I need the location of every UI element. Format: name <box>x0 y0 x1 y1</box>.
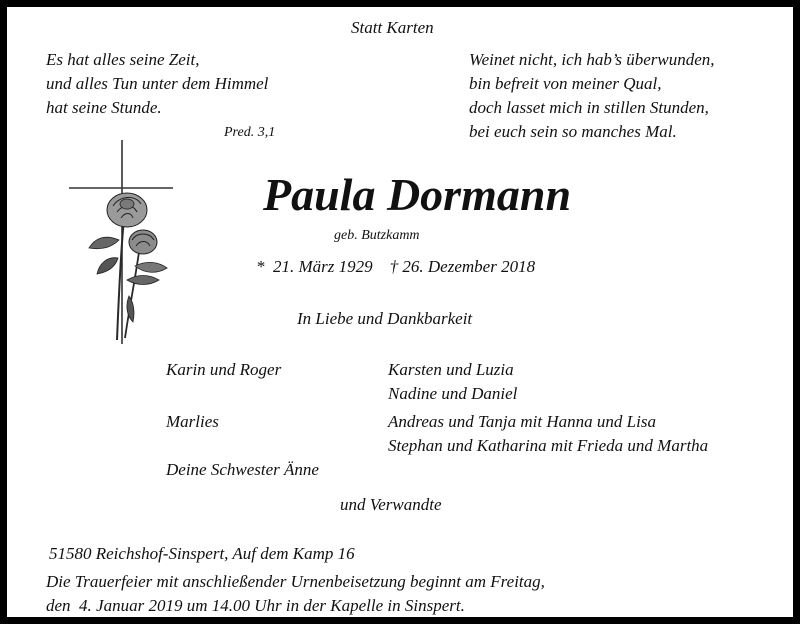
mourner-left: Marlies <box>166 412 219 431</box>
mourner-right: Nadine und Daniel <box>388 384 518 403</box>
header-statt-karten: Statt Karten <box>351 18 434 37</box>
mourner-left: Karin und Roger <box>166 360 282 379</box>
life-dates: * 21. März 1929 † 26. Dezember 2018 <box>256 257 536 276</box>
birth-name: geb. Butzkamm <box>334 228 420 243</box>
ceremony-line: Die Trauerfeier mit anschließender Urnenbeisetzung beginnt am Freitag, <box>46 572 545 591</box>
verse-left-line: hat seine Stunde. <box>46 98 162 117</box>
verse-left-line: und alles Tun unter dem Himmel <box>46 74 269 93</box>
mourner-right: Andreas und Tanja mit Hanna und Lisa <box>388 412 656 431</box>
ceremony-line: den 4. Januar 2019 um 14.00 Uhr in der Kapelle in Sinspert. <box>46 596 465 615</box>
mourner-right: Karsten und Luzia <box>388 360 514 379</box>
verse-right-line: bei euch sein so manches Mal. <box>469 122 677 141</box>
verse-right-line: Weinet nicht, ich hab’s überwunden, <box>469 50 715 69</box>
verse-reference: Pred. 3,1 <box>224 125 276 140</box>
verse-left-line: Es hat alles seine Zeit, <box>46 50 200 69</box>
deceased-name: Paula Dormann <box>263 169 572 220</box>
address: 51580 Reichshof-Sinspert, Auf dem Kamp 16 <box>49 544 355 563</box>
dedication: In Liebe und Dankbarkeit <box>297 309 473 328</box>
relatives: und Verwandte <box>340 495 442 514</box>
verse-right-line: bin befreit von meiner Qual, <box>469 74 662 93</box>
mourner-left: Deine Schwester Änne <box>166 460 319 479</box>
mourner-right: Stephan und Katharina mit Frieda und Martha <box>388 436 709 455</box>
cross-with-roses-icon <box>69 140 181 346</box>
verse-right-line: doch lasset mich in stillen Stunden, <box>469 98 709 117</box>
